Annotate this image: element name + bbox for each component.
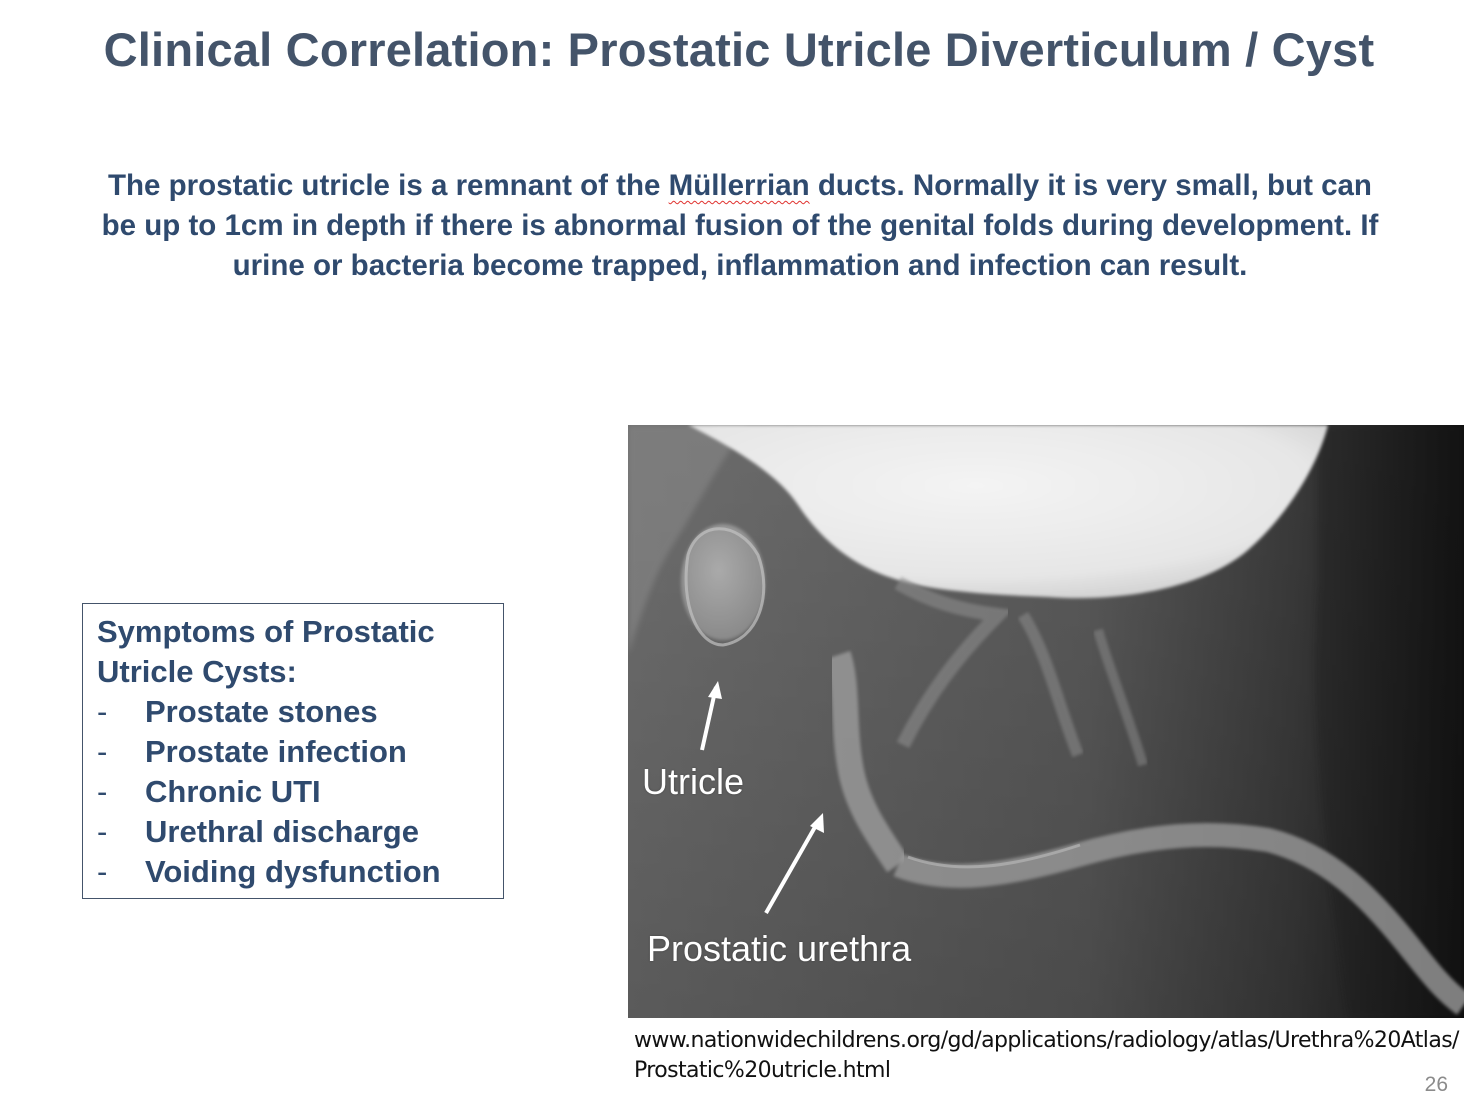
spellcheck-word: Müllerrian bbox=[668, 169, 810, 202]
list-dash: - bbox=[97, 734, 108, 769]
slide-title: Clinical Correlation: Prostatic Utricle Diverticulum / Cyst bbox=[103, 23, 1375, 76]
list-item bbox=[97, 692, 491, 732]
list-item bbox=[97, 812, 491, 852]
list-item-text: Urethral discharge bbox=[145, 814, 419, 849]
page-number: 26 bbox=[1424, 1073, 1448, 1096]
source-citation: www.nationwidechildrens.org/gd/applications/radiology/atlas/Urethra%20Atlas/Prostatic%20utricle.html bbox=[634, 1028, 1459, 1083]
intro-text-end: ducts. Normally it is very small, but can be up to 1cm in depth if there is abnormal fusion of the genital folds during development. If urine or bacteria become trapped, inflammation and infection can result. bbox=[101, 169, 1379, 282]
symptoms-box bbox=[82, 603, 504, 899]
list-dash: - bbox=[97, 814, 108, 849]
intro-text-start: The prostatic utricle is a remnant of the bbox=[108, 169, 669, 202]
list-dash: - bbox=[97, 854, 108, 889]
list-item-text: Voiding dysfunction bbox=[145, 854, 441, 889]
prostatic-urethra-label: Prostatic urethra bbox=[647, 928, 912, 969]
list-item-text: Chronic UTI bbox=[145, 774, 321, 809]
symptoms-heading: Symptoms of Prostatic Utricle Cysts: bbox=[97, 614, 435, 689]
utricle-label: Utricle bbox=[642, 761, 745, 802]
list-dash: - bbox=[97, 774, 108, 809]
list-item bbox=[97, 732, 491, 772]
xray-image bbox=[628, 425, 1464, 1018]
list-item-text: Prostate infection bbox=[145, 734, 407, 769]
intro-paragraph bbox=[90, 166, 1390, 286]
list-dash: - bbox=[97, 694, 108, 729]
list-item bbox=[97, 772, 491, 812]
symptoms-list bbox=[97, 692, 491, 892]
list-item-text: Prostate stones bbox=[145, 694, 378, 729]
list-item bbox=[97, 852, 491, 892]
